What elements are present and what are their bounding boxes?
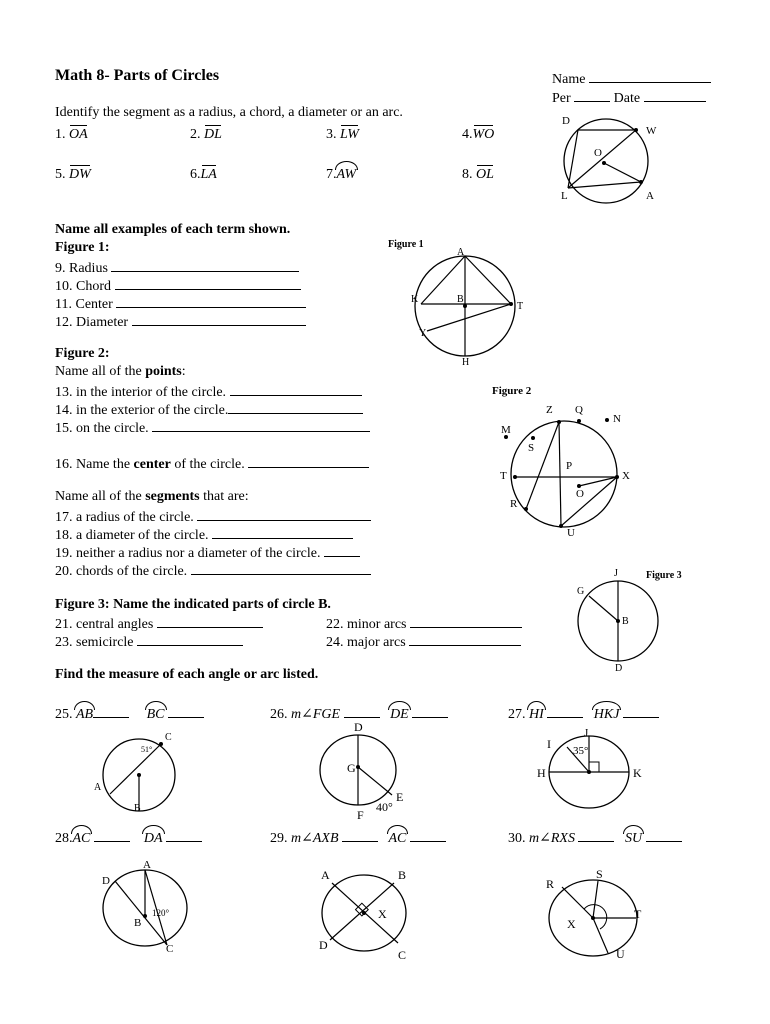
question-22[interactable]: 22. minor arcs [326,615,522,632]
q29-label-C: C [398,948,407,962]
q25-label-A: A [94,782,102,793]
question-7: 7.AW [326,167,357,182]
figure2-caption: Figure 2 [492,385,532,397]
q27-angle: 35° [573,745,589,757]
fig2-label-M: M [501,424,511,436]
figure1-subheading: Figure 1: [55,240,110,255]
question-27[interactable]: 27. HI HKJ [508,705,659,722]
q27-label-K: K [633,766,642,780]
q28-label-B: B [134,917,142,929]
question-21[interactable]: 21. central angles [55,615,263,632]
question-19[interactable]: 19. neither a radius nor a diameter of the circle. [55,544,360,561]
fig3-label-G: G [577,586,585,597]
label-O: O [594,147,602,159]
fig2-label-O: O [576,488,584,500]
question-6: 6.LA [190,167,217,182]
question-9[interactable]: 9. Radius [55,259,299,276]
q26-label-F: F [357,808,364,822]
q26-label-E: E [396,790,404,804]
instruction-text: Identify the segment as a radius, a chord, a diameter or an arc. [55,105,403,120]
q30-label-U: U [616,947,625,961]
fig1-label-K: K [411,294,419,305]
fig2-label-N: N [613,413,621,425]
fig1-label-Y: Y [419,328,427,339]
fig2-label-P: P [566,460,573,472]
q28-label-C: C [166,943,174,955]
question-17[interactable]: 17. a radius of the circle. [55,508,371,525]
question-24[interactable]: 24. major arcs [326,633,521,650]
figure1-caption: Figure 1 [388,239,424,250]
fig3-label-D: D [615,663,623,674]
q30-label-T: T [634,907,642,921]
label-W: W [646,125,657,137]
fig3-label-B: B [622,616,629,627]
fig1-label-B: B [457,294,464,305]
fig3-label-J: J [614,568,618,579]
question-30[interactable]: 30. m∠RXS SU [508,829,682,846]
question-11[interactable]: 11. Center [55,295,306,312]
fig2-label-X: X [622,470,630,482]
fig2-label-Z: Z [546,404,553,416]
q27-label-H: H [537,766,546,780]
fig2-label-Q: Q [575,404,583,416]
question-5: 5. DW [55,167,91,182]
q26-label-G: G [347,761,356,775]
points-prompt: Name all of the points: [55,364,186,379]
figure3-heading: Figure 3: Name the indicated parts of circle B. [55,597,331,612]
question-23[interactable]: 23. semicircle [55,633,243,650]
fig1-label-H: H [462,357,470,368]
q26-angle: 40° [376,800,393,814]
question-29[interactable]: 29. m∠AXB AC [270,829,446,846]
date-label: Date [613,91,641,106]
question-26[interactable]: 26. m∠FGE DE [270,705,448,722]
question-8: 8. OL [462,167,494,182]
q29-label-A: A [321,868,330,882]
question-28[interactable]: 28.AC DA [55,829,202,846]
name-label: Name [552,72,586,87]
question-15[interactable]: 15. on the circle. [55,419,370,436]
question-16[interactable]: 16. Name the center of the circle. [55,455,369,472]
question-2: 2. DL [190,127,222,142]
question-18[interactable]: 18. a diameter of the circle. [55,526,353,543]
q25-label-B: B [134,803,141,814]
q28-label-D: D [102,875,110,887]
question-3: 3. LW [326,127,359,142]
page-title: Math 8- Parts of Circles [55,67,220,84]
label-D: D [562,115,570,127]
q29-label-D: D [319,938,328,952]
q29-label-X: X [378,907,387,921]
figure3-caption: Figure 3 [646,570,682,581]
segments-prompt: Name all of the segments that are: [55,489,249,504]
q29-label-B: B [398,868,407,882]
fig2-label-R: R [510,498,518,510]
figure2-heading: Figure 2: [55,346,110,361]
question-1: 1. OA [55,127,88,142]
fig2-label-T: T [500,470,507,482]
fig2-label-U: U [567,527,575,539]
figure1-heading: Name all examples of each term shown. [55,222,291,237]
q27-label-I: I [547,737,551,751]
q25-label-C: C [165,732,172,743]
question-13[interactable]: 13. in the interior of the circle. [55,383,362,400]
label-L: L [561,190,568,202]
label-A: A [646,190,654,202]
q27-label-J: J [584,727,589,739]
q30-label-S: S [596,867,603,881]
question-12[interactable]: 12. Diameter [55,313,306,330]
question-10[interactable]: 10. Chord [55,277,301,294]
fig1-label-T: T [517,301,524,312]
question-4: 4.WO [462,127,495,142]
per-label: Per [552,91,571,106]
part4-heading: Find the measure of each angle or arc listed. [55,667,319,682]
q28-angle: 120° [152,908,170,918]
q25-angle: 51° [141,745,153,754]
fig1-label-A: A [457,247,465,258]
q28-label-A: A [143,859,151,871]
q30-label-X: X [567,917,576,931]
question-20[interactable]: 20. chords of the circle. [55,562,371,579]
question-14[interactable]: 14. in the exterior of the circle. [55,401,363,418]
q26-label-D: D [354,720,363,734]
q30-label-R: R [546,877,555,891]
fig2-label-S: S [528,442,535,454]
question-25[interactable]: 25. AB BC [55,705,204,722]
